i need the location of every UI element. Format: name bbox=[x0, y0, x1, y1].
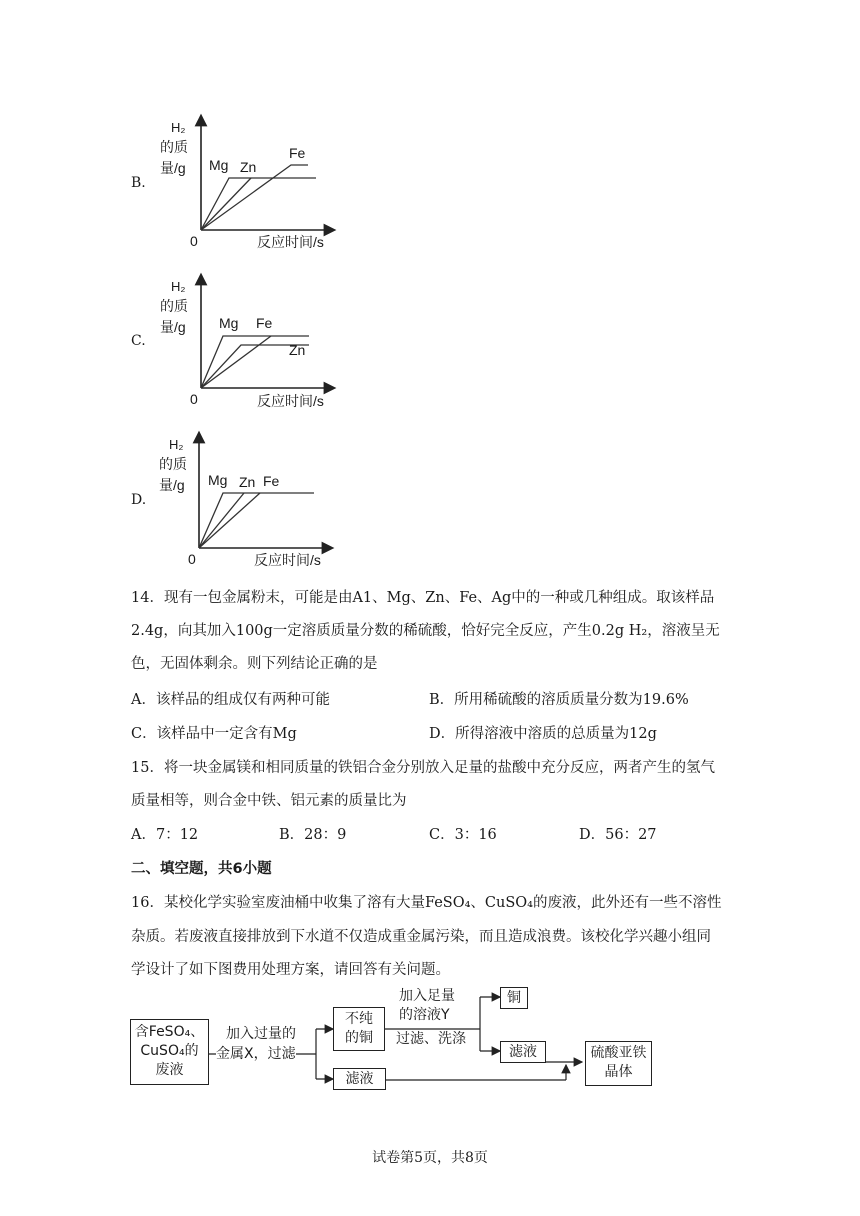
q14-line-1: 14．现有一包金属粉末，可能是由A1、Mg、Zn、Fe、Ag中的一种或几种组成。取该样品 bbox=[131, 590, 715, 606]
series-label-zn: Zn bbox=[289, 342, 306, 358]
origin-label: 0 bbox=[188, 551, 196, 567]
q16-line-2: 杂质。若废液直接排放到下水道不仅造成重金属污染，而且造成浪费。该校化学兴趣小组同 bbox=[131, 929, 711, 945]
q15-line-1: 15．将一块金属镁和相同质量的铁铝合金分别放入足量的盐酸中充分反应，两者产生的氢气 bbox=[131, 760, 715, 776]
graph-d bbox=[150, 430, 340, 574]
y-label-mass: 的质 bbox=[160, 139, 188, 155]
origin-label: 0 bbox=[190, 391, 198, 407]
option-label-c: C. bbox=[131, 333, 146, 349]
step2-reagent-1: 加入足量 bbox=[399, 988, 455, 1004]
box-copper: 铜 bbox=[500, 987, 528, 1009]
x-axis-label: 反应时间/s bbox=[257, 234, 324, 250]
step1-reagent: 加入过量的 bbox=[226, 1026, 296, 1042]
x-axis-label: 反应时间/s bbox=[257, 393, 324, 409]
y-label-unit: 量/g bbox=[160, 160, 186, 176]
q14-line-3: 色，无固体剩余。则下列结论正确的是 bbox=[131, 656, 378, 672]
y-label-h2: H₂ bbox=[171, 120, 186, 135]
q14-line-2: 2.4g，向其加入100g一定溶质质量分数的稀硫酸，恰好完全反应，产生0.2g H₂，溶液呈无 bbox=[131, 623, 720, 639]
series-line-fe bbox=[199, 493, 260, 548]
y-label-h2: H₂ bbox=[171, 279, 186, 294]
y-label-mass: 的质 bbox=[160, 298, 188, 314]
q15-option-a: A．7：12 bbox=[131, 827, 199, 843]
q16-line-3: 学设计了如下图费用处理方案，请回答有关问题。 bbox=[131, 962, 450, 978]
origin-label: 0 bbox=[190, 233, 198, 249]
y-label-unit: 量/g bbox=[159, 477, 185, 493]
graph-c bbox=[150, 271, 340, 415]
series-label-fe: Fe bbox=[289, 145, 306, 161]
series-label-zn: Zn bbox=[239, 474, 256, 490]
series-line-mg bbox=[199, 493, 314, 548]
series-label-mg: Mg bbox=[208, 472, 228, 488]
q14-option-a: A．该样品的组成仅有两种可能 bbox=[131, 692, 330, 708]
y-label-h2: H₂ bbox=[169, 437, 184, 452]
step2-operation: 过滤、洗涤 bbox=[396, 1031, 466, 1047]
x-axis-label: 反应时间/s bbox=[254, 552, 321, 568]
step1-operation: 金属X，过滤 bbox=[216, 1046, 296, 1062]
series-label-fe: Fe bbox=[256, 315, 273, 331]
y-label-unit: 量/g bbox=[160, 319, 186, 335]
flowchart bbox=[120, 985, 680, 1100]
q15-option-d: D．56：27 bbox=[579, 827, 657, 843]
q15-line-2: 质量相等，则合金中铁、铝元素的质量比为 bbox=[131, 793, 407, 809]
series-line-zn bbox=[199, 493, 244, 548]
series-label-zn: Zn bbox=[240, 159, 257, 175]
y-label-mass: 的质 bbox=[159, 456, 187, 472]
option-label-d: D. bbox=[131, 492, 147, 508]
box-ferrous-sulfate-crystal: 硫酸亚铁 晶体 bbox=[585, 1041, 652, 1086]
box-filtrate-upper: 滤液 bbox=[500, 1041, 546, 1063]
step2-reagent-2: 的溶液Y bbox=[399, 1007, 450, 1023]
q15-option-c: C．3：16 bbox=[429, 827, 497, 843]
option-label-b: B. bbox=[131, 175, 146, 191]
series-label-mg: Mg bbox=[219, 315, 239, 331]
q14-option-b: B．所用稀硫酸的溶质质量分数为19.6% bbox=[429, 692, 689, 708]
series-line-mg bbox=[201, 178, 316, 230]
q16-line-1: 16．某校化学实验室废油桶中收集了溶有大量FeSO₄、CuSO₄的废液，此外还有一些不溶性 bbox=[131, 895, 722, 911]
page-footer: 试卷第5页，共8页 bbox=[372, 1150, 488, 1166]
q14-option-c: C．该样品中一定含有Mg bbox=[131, 726, 297, 742]
series-line-zn bbox=[201, 178, 251, 230]
series-label-mg: Mg bbox=[209, 157, 229, 173]
box-filtrate-lower: 滤液 bbox=[333, 1068, 386, 1090]
q14-option-d: D．所得溶液中溶质的总质量为12g bbox=[429, 726, 657, 742]
section-heading: 二、填空题，共6小题 bbox=[131, 861, 272, 877]
q15-option-b: B．28：9 bbox=[279, 827, 347, 843]
series-label-fe: Fe bbox=[263, 473, 280, 489]
box-waste-liquid: 含FeSO₄、 CuSO₄的 废液 bbox=[130, 1019, 209, 1085]
box-impure-copper: 不纯 的铜 bbox=[333, 1007, 385, 1051]
graph-b bbox=[150, 112, 340, 256]
